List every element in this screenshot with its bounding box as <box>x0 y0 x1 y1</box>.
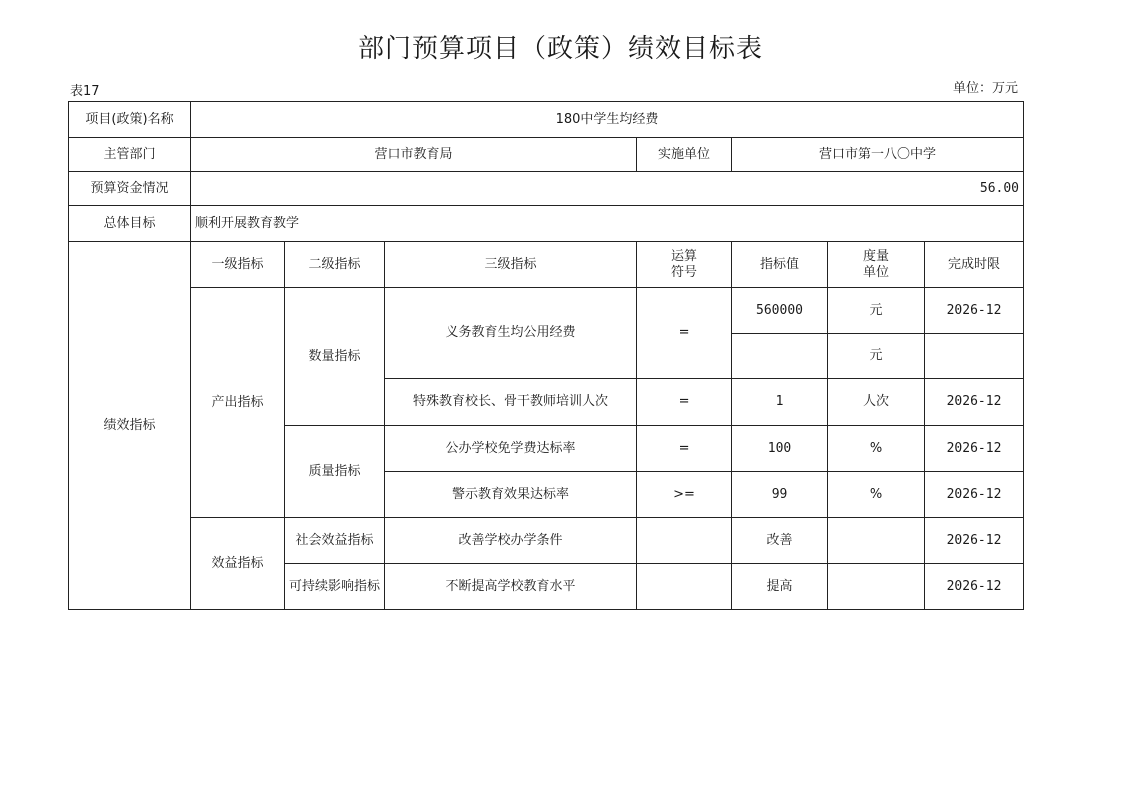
goal-label: 总体目标 <box>69 206 191 242</box>
indicator-unit: 人次 <box>828 379 925 426</box>
budget-label: 预算资金情况 <box>69 172 191 206</box>
department-row <box>69 138 1024 172</box>
indicator-header-row <box>69 242 1024 288</box>
indicator-name: 义务教育生均公用经费 <box>385 288 637 379</box>
indicator-deadline: 2026-12 <box>925 564 1024 610</box>
header-operator-line2: 符号 <box>671 264 698 280</box>
header-unit-line2: 单位 <box>863 264 890 280</box>
indicator-unit: % <box>828 426 925 472</box>
social-benefit-label: 社会效益指标 <box>285 518 385 564</box>
page-title: 部门预算项目（政策）绩效目标表 <box>357 34 763 64</box>
indicator-value: 1 <box>732 379 828 426</box>
indicator-unit <box>828 564 925 610</box>
indicator-unit <box>828 518 925 564</box>
department-label: 主管部门 <box>69 138 191 172</box>
output-indicator-label: 产出指标 <box>191 288 285 518</box>
indicator-deadline: 2026-12 <box>925 379 1024 426</box>
indicator-value: 改善 <box>732 518 828 564</box>
budget-row <box>69 172 1024 206</box>
header-unit-line1: 度量 <box>863 248 890 264</box>
table-row <box>69 518 1024 564</box>
indicator-operator: = <box>637 288 732 379</box>
header-value: 指标值 <box>732 242 828 288</box>
quantity-indicator-label: 数量指标 <box>285 288 385 426</box>
header-operator-line1: 运算 <box>671 248 698 264</box>
project-label: 项目(政策)名称 <box>69 102 191 138</box>
indicator-operator: = <box>637 379 732 426</box>
table-row <box>69 288 1024 334</box>
indicator-value: 提高 <box>732 564 828 610</box>
indicator-name: 公办学校免学费达标率 <box>385 426 637 472</box>
indicators-section-label: 绩效指标 <box>69 242 191 610</box>
implementing-unit-name: 营口市第一八〇中学 <box>732 138 1024 172</box>
indicator-unit: 元 <box>828 288 925 334</box>
indicator-deadline <box>925 334 1024 379</box>
indicator-name: 改善学校办学条件 <box>385 518 637 564</box>
quality-indicator-label: 质量指标 <box>285 426 385 518</box>
indicator-operator: = <box>637 426 732 472</box>
header-level1: 一级指标 <box>191 242 285 288</box>
department-name: 营口市教育局 <box>191 138 637 172</box>
indicator-name: 警示教育效果达标率 <box>385 472 637 518</box>
indicator-value: 100 <box>732 426 828 472</box>
indicator-deadline: 2026-12 <box>925 426 1024 472</box>
sustainable-impact-label: 可持续影响指标 <box>285 564 385 610</box>
indicator-value: 560000 <box>732 288 828 334</box>
indicator-value: 99 <box>732 472 828 518</box>
header-deadline: 完成时限 <box>925 242 1024 288</box>
project-row <box>69 102 1024 138</box>
indicator-value <box>732 334 828 379</box>
implementing-unit-label: 实施单位 <box>637 138 732 172</box>
performance-goal-table <box>68 101 1024 610</box>
indicator-operator <box>637 518 732 564</box>
project-name: 180中学生均经费 <box>191 102 1024 138</box>
header-operator <box>637 242 732 288</box>
header-unit <box>828 242 925 288</box>
indicator-name: 特殊教育校长、骨干教师培训人次 <box>385 379 637 426</box>
indicator-unit: 元 <box>828 334 925 379</box>
indicator-name: 不断提高学校教育水平 <box>385 564 637 610</box>
benefit-indicator-label: 效益指标 <box>191 518 285 610</box>
indicator-operator: >= <box>637 472 732 518</box>
goal-row <box>69 206 1024 242</box>
indicator-operator <box>637 564 732 610</box>
indicator-deadline: 2026-12 <box>925 288 1024 334</box>
table-number: 表17 <box>70 84 100 99</box>
unit-label: 单位：万元 <box>952 81 1018 96</box>
header-level3: 三级指标 <box>385 242 637 288</box>
budget-amount: 56.00 <box>191 172 1024 206</box>
goal-text: 顺利开展教育教学 <box>191 206 1024 242</box>
indicator-deadline: 2026-12 <box>925 518 1024 564</box>
header-level2: 二级指标 <box>285 242 385 288</box>
indicator-unit: % <box>828 472 925 518</box>
indicator-deadline: 2026-12 <box>925 472 1024 518</box>
